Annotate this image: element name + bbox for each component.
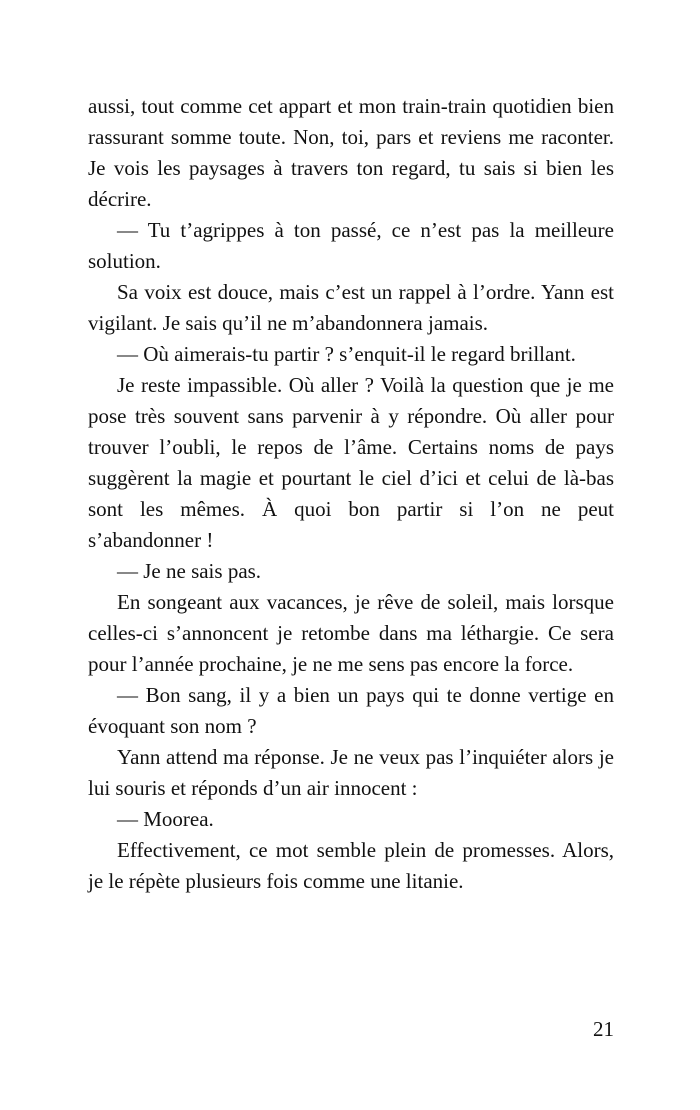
paragraph: Effectivement, ce mot semble plein de promesses. Alors, je le répète plusieurs fois comme une litanie. [88,838,614,893]
paragraph-dialogue: — Je ne sais pas. [117,559,262,583]
body-text [88,91,614,897]
paragraph-dialogue: — Moorea. [117,807,214,831]
paragraph-dialogue: — Tu t’agrippes à ton passé, ce n’est pas la meilleure solution. [88,218,614,273]
paragraph-dialogue: — Bon sang, il y a bien un pays qui te donne vertige en évoquant son nom ? [88,683,614,738]
paragraph-dialogue: — Où aimerais-tu partir ? s’enquit-il le regard brillant. [117,342,576,366]
page-number: 21 [593,1017,614,1041]
paragraph: Yann attend ma réponse. Je ne veux pas l’inquiéter alors je lui souris et réponds d’un air innocent : [88,745,614,800]
paragraph-continuation: aussi, tout comme cet appart et mon train-train quotidien bien rassurant somme toute. Non, toi, pars et reviens me raconter. Je vois les paysages à travers ton regard, tu sais si bien les décrire. [88,94,614,211]
paragraph: En songeant aux vacances, je rêve de soleil, mais lorsque celles-ci s’annoncent je retombe dans ma léthargie. Ce sera pour l’année prochaine, je ne me sens pas encore la force. [88,590,614,676]
paragraph: Je reste impassible. Où aller ? Voilà la question que je me pose très souvent sans parvenir à y répondre. Où aller pour trouver l’oubli, le repos de l’âme. Certains noms de pays suggèrent la magie et pourtant le ciel d’ici et celui de là-bas sont les mêmes. À quoi bon partir si l’on ne peut s’abandonner ! [88,373,614,552]
paragraph: Sa voix est douce, mais c’est un rappel à l’ordre. Yann est vigilant. Je sais qu’il ne m’abandonnera jamais. [88,280,614,335]
